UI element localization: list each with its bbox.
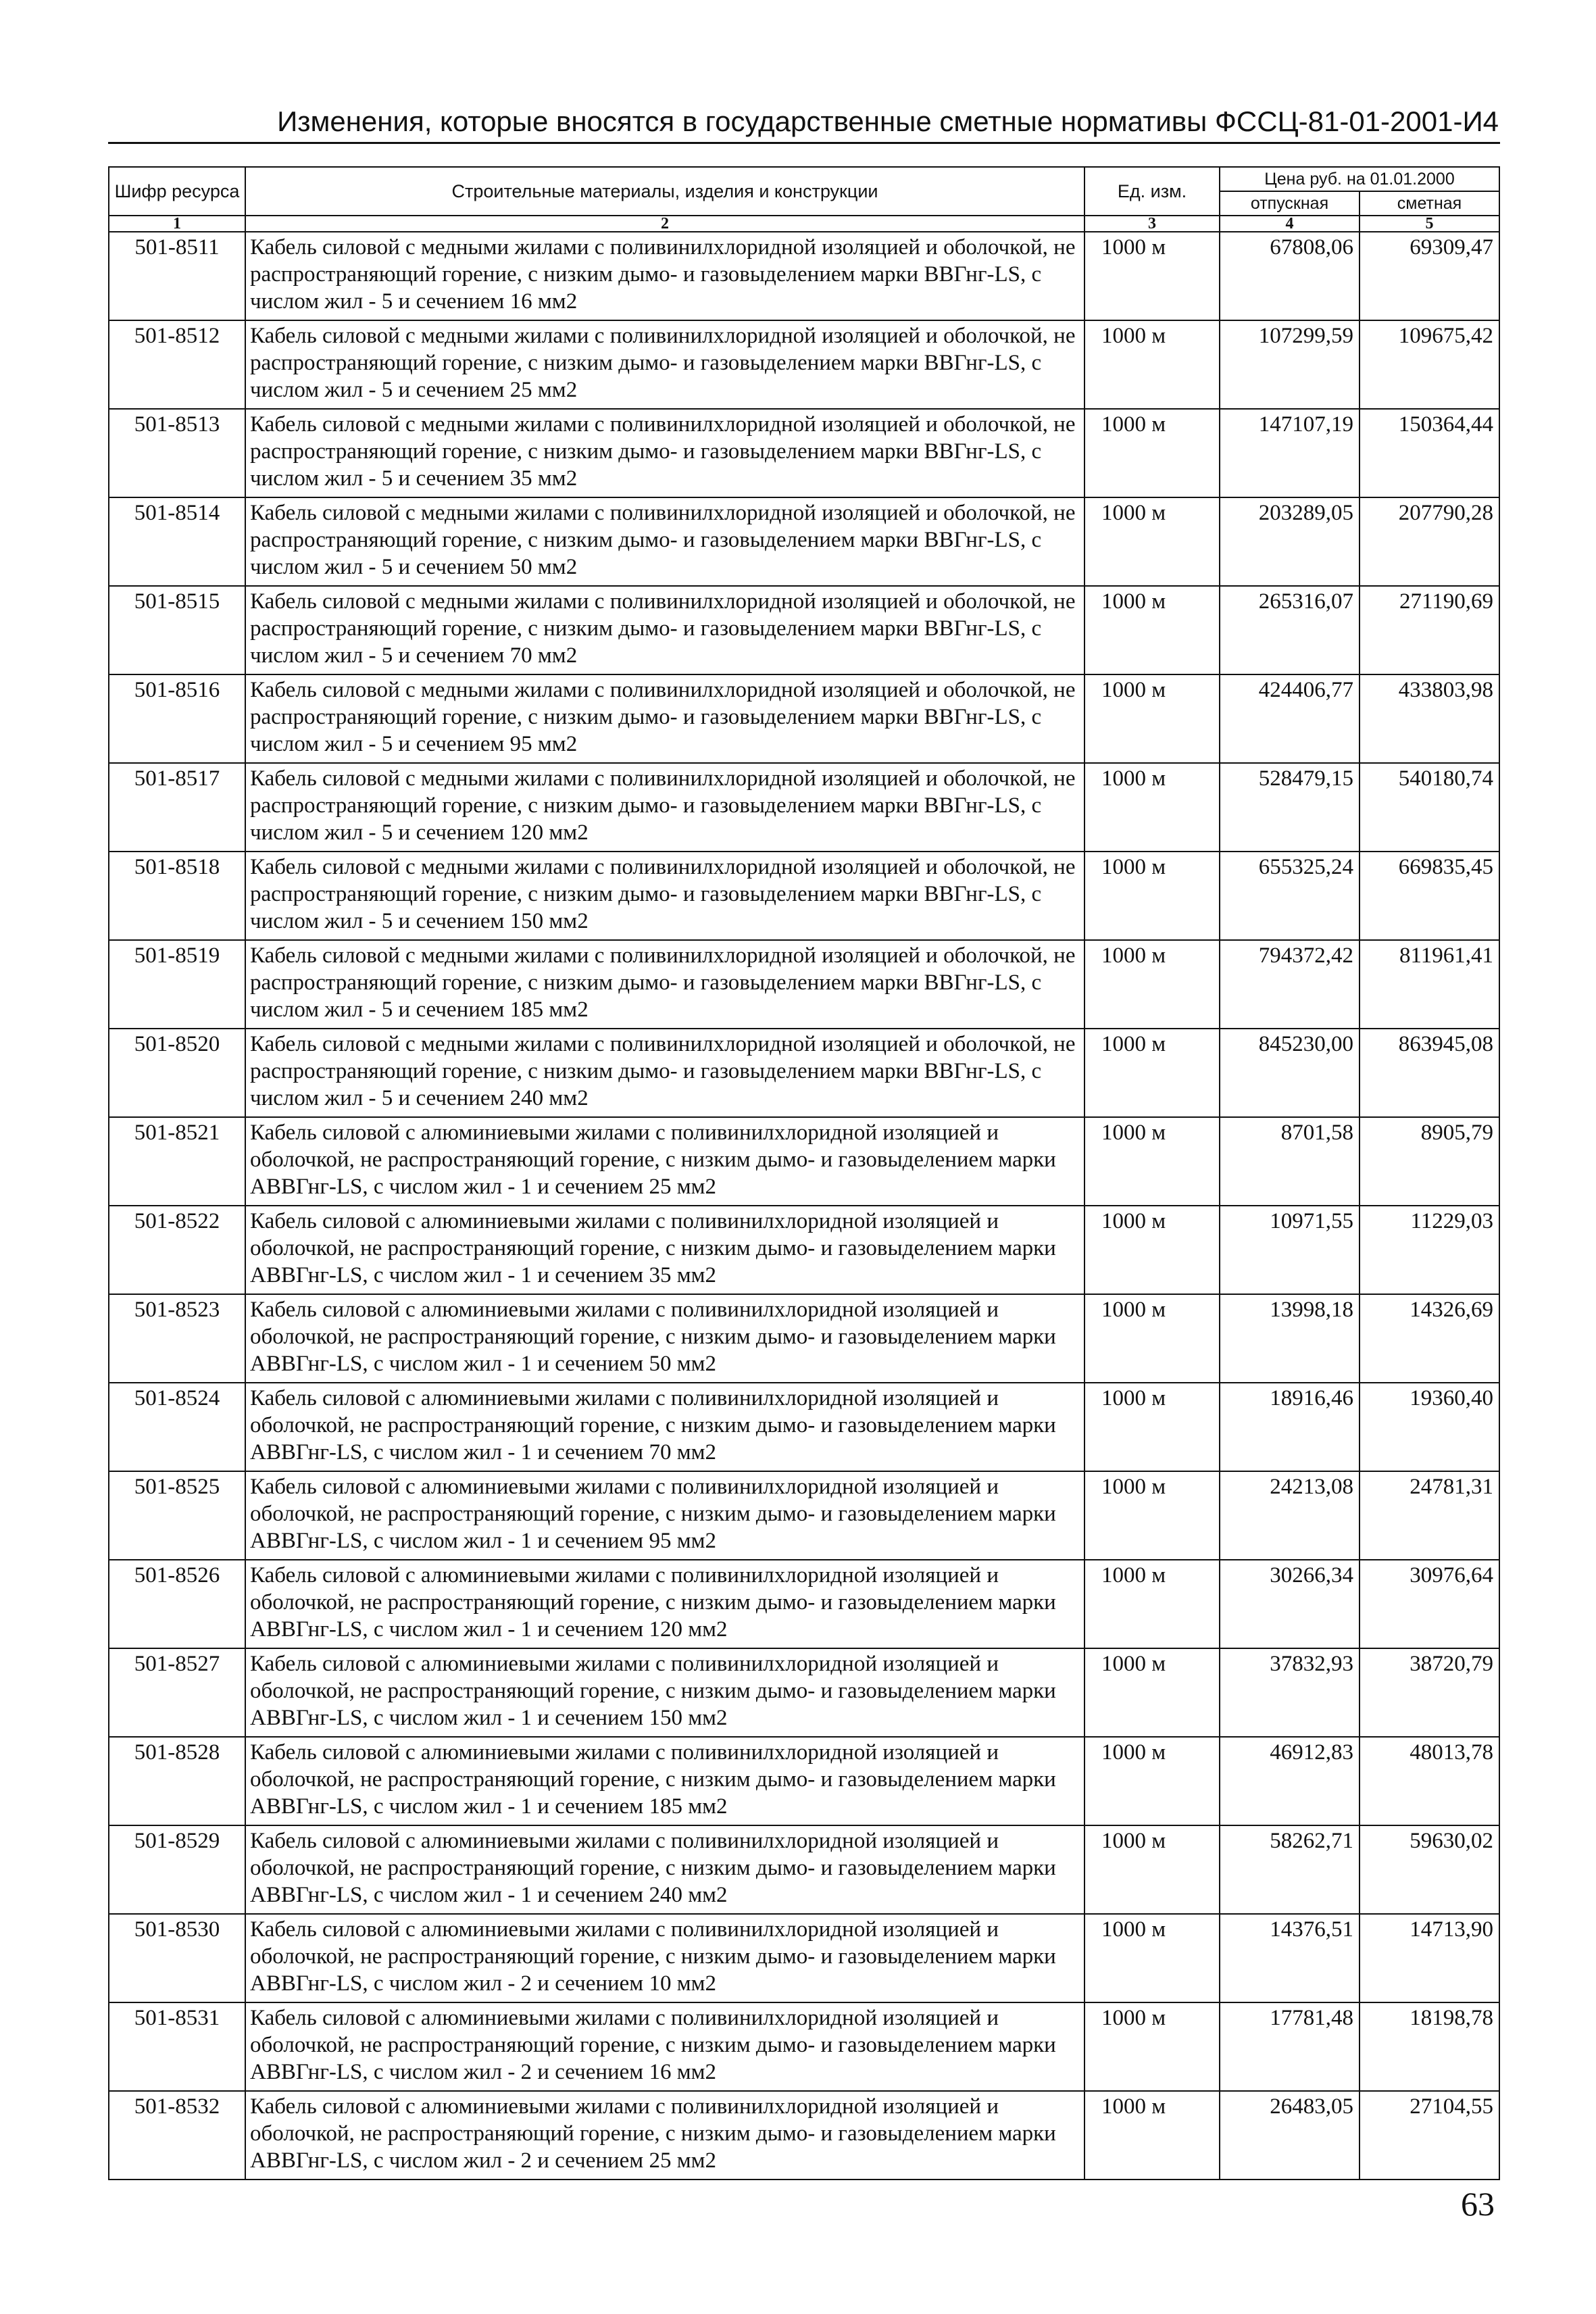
column-header-unit: Ед. изм. — [1084, 167, 1220, 216]
release-price: 17781,48 — [1220, 2002, 1360, 2091]
release-price: 8701,58 — [1220, 1117, 1360, 1206]
release-price: 794372,42 — [1220, 940, 1360, 1029]
unit-cell: 1000 м — [1084, 586, 1220, 674]
material-description: Кабель силовой с медными жилами с поливинилхлоридной изоляцией и оболочкой, не распространяющий горение, с низким дымо- и газовыделением марки ВВГнг-LS, с числом жил - 5 и сечением 35 мм2 — [245, 409, 1084, 497]
resource-code: 501-8513 — [109, 409, 245, 497]
table-row — [109, 1825, 1499, 1914]
material-description: Кабель силовой с алюминиевыми жилами с поливинилхлоридной изоляцией и оболочкой, не распространяющий горение, с низким дымо- и газовыделением марки АВВГнг-LS, с числом жил - 1 и сечением 120 мм2 — [245, 1560, 1084, 1648]
resource-code: 501-8522 — [109, 1206, 245, 1294]
resource-code: 501-8530 — [109, 1914, 245, 2002]
column-number: 3 — [1084, 216, 1220, 232]
resource-code: 501-8524 — [109, 1383, 245, 1471]
page-header — [108, 95, 1500, 144]
resource-code: 501-8518 — [109, 852, 245, 940]
resource-code: 501-8515 — [109, 586, 245, 674]
material-description: Кабель силовой с алюминиевыми жилами с поливинилхлоридной изоляцией и оболочкой, не распространяющий горение, с низким дымо- и газовыделением марки АВВГнг-LS, с числом жил - 1 и сечением 50 мм2 — [245, 1294, 1084, 1383]
estimate-price: 271190,69 — [1360, 586, 1499, 674]
table-row — [109, 674, 1499, 763]
unit-cell: 1000 м — [1084, 1471, 1220, 1560]
resource-code: 501-8516 — [109, 674, 245, 763]
unit-cell: 1000 м — [1084, 1029, 1220, 1117]
unit-cell: 1000 м — [1084, 320, 1220, 409]
column-number: 5 — [1360, 216, 1499, 232]
release-price: 265316,07 — [1220, 586, 1360, 674]
estimate-price: 540180,74 — [1360, 763, 1499, 852]
column-header-price-estimate: сметная — [1360, 191, 1499, 216]
estimate-price: 59630,02 — [1360, 1825, 1499, 1914]
resource-code: 501-8525 — [109, 1471, 245, 1560]
unit-cell: 1000 м — [1084, 852, 1220, 940]
estimate-price: 863945,08 — [1360, 1029, 1499, 1117]
material-description: Кабель силовой с медными жилами с поливинилхлоридной изоляцией и оболочкой, не распространяющий горение, с низким дымо- и газовыделением марки ВВГнг-LS, с числом жил - 5 и сечением 240 мм2 — [245, 1029, 1084, 1117]
release-price: 37832,93 — [1220, 1648, 1360, 1737]
table-row — [109, 1029, 1499, 1117]
estimate-price: 669835,45 — [1360, 852, 1499, 940]
resource-code: 501-8512 — [109, 320, 245, 409]
material-description: Кабель силовой с алюминиевыми жилами с поливинилхлоридной изоляцией и оболочкой, не распространяющий горение, с низким дымо- и газовыделением марки АВВГнг-LS, с числом жил - 1 и сечением 240 мм2 — [245, 1825, 1084, 1914]
estimate-price: 109675,42 — [1360, 320, 1499, 409]
release-price: 845230,00 — [1220, 1029, 1360, 1117]
material-description: Кабель силовой с медными жилами с поливинилхлоридной изоляцией и оболочкой, не распространяющий горение, с низким дымо- и газовыделением марки ВВГнг-LS, с числом жил - 5 и сечением 150 мм2 — [245, 852, 1084, 940]
material-description: Кабель силовой с медными жилами с поливинилхлоридной изоляцией и оболочкой, не распространяющий горение, с низким дымо- и газовыделением марки ВВГнг-LS, с числом жил - 5 и сечением 70 мм2 — [245, 586, 1084, 674]
estimate-price: 14713,90 — [1360, 1914, 1499, 2002]
release-price: 147107,19 — [1220, 409, 1360, 497]
table-row — [109, 1737, 1499, 1825]
table-row — [109, 232, 1499, 320]
table-row — [109, 1117, 1499, 1206]
material-description: Кабель силовой с медными жилами с поливинилхлоридной изоляцией и оболочкой, не распространяющий горение, с низким дымо- и газовыделением марки ВВГнг-LS, с числом жил - 5 и сечением 185 мм2 — [245, 940, 1084, 1029]
estimate-price: 207790,28 — [1360, 497, 1499, 586]
column-number: 2 — [245, 216, 1084, 232]
release-price: 203289,05 — [1220, 497, 1360, 586]
unit-cell: 1000 м — [1084, 674, 1220, 763]
estimate-price: 30976,64 — [1360, 1560, 1499, 1648]
unit-cell: 1000 м — [1084, 2091, 1220, 2180]
table-row — [109, 2091, 1499, 2180]
table-row — [109, 1383, 1499, 1471]
estimate-price: 69309,47 — [1360, 232, 1499, 320]
table-row — [109, 409, 1499, 497]
unit-cell: 1000 м — [1084, 497, 1220, 586]
release-price: 30266,34 — [1220, 1560, 1360, 1648]
estimate-price: 14326,69 — [1360, 1294, 1499, 1383]
table-row — [109, 320, 1499, 409]
table-row — [109, 763, 1499, 852]
unit-cell: 1000 м — [1084, 1294, 1220, 1383]
material-description: Кабель силовой с алюминиевыми жилами с поливинилхлоридной изоляцией и оболочкой, не распространяющий горение, с низким дымо- и газовыделением марки АВВГнг-LS, с числом жил - 1 и сечением 35 мм2 — [245, 1206, 1084, 1294]
release-price: 424406,77 — [1220, 674, 1360, 763]
unit-cell: 1000 м — [1084, 232, 1220, 320]
unit-cell: 1000 м — [1084, 1206, 1220, 1294]
material-description: Кабель силовой с алюминиевыми жилами с поливинилхлоридной изоляцией и оболочкой, не распространяющий горение, с низким дымо- и газовыделением марки АВВГнг-LS, с числом жил - 2 и сечением 10 мм2 — [245, 1914, 1084, 2002]
table-row — [109, 1294, 1499, 1383]
column-number: 4 — [1220, 216, 1360, 232]
column-header-price-group: Цена руб. на 01.01.2000 — [1220, 167, 1499, 191]
resource-code: 501-8526 — [109, 1560, 245, 1648]
unit-cell: 1000 м — [1084, 1560, 1220, 1648]
unit-cell: 1000 м — [1084, 2002, 1220, 2091]
estimate-price: 18198,78 — [1360, 2002, 1499, 2091]
table-row — [109, 852, 1499, 940]
release-price: 18916,46 — [1220, 1383, 1360, 1471]
table-row — [109, 1471, 1499, 1560]
resource-code: 501-8521 — [109, 1117, 245, 1206]
material-description: Кабель силовой с медными жилами с поливинилхлоридной изоляцией и оболочкой, не распространяющий горение, с низким дымо- и газовыделением марки ВВГнг-LS, с числом жил - 5 и сечением 95 мм2 — [245, 674, 1084, 763]
material-description: Кабель силовой с алюминиевыми жилами с поливинилхлоридной изоляцией и оболочкой, не распространяющий горение, с низким дымо- и газовыделением марки АВВГнг-LS, с числом жил - 1 и сечением 150 мм2 — [245, 1648, 1084, 1737]
release-price: 24213,08 — [1220, 1471, 1360, 1560]
unit-cell: 1000 м — [1084, 1117, 1220, 1206]
unit-cell: 1000 м — [1084, 763, 1220, 852]
release-price: 67808,06 — [1220, 232, 1360, 320]
table-row — [109, 2002, 1499, 2091]
release-price: 528479,15 — [1220, 763, 1360, 852]
unit-cell: 1000 м — [1084, 1914, 1220, 2002]
material-description: Кабель силовой с алюминиевыми жилами с поливинилхлоридной изоляцией и оболочкой, не распространяющий горение, с низким дымо- и газовыделением марки АВВГнг-LS, с числом жил - 1 и сечением 185 мм2 — [245, 1737, 1084, 1825]
estimate-price: 24781,31 — [1360, 1471, 1499, 1560]
unit-cell: 1000 м — [1084, 1383, 1220, 1471]
table-row — [109, 1648, 1499, 1737]
estimate-price: 27104,55 — [1360, 2091, 1499, 2180]
material-description: Кабель силовой с медными жилами с поливинилхлоридной изоляцией и оболочкой, не распространяющий горение, с низким дымо- и газовыделением марки ВВГнг-LS, с числом жил - 5 и сечением 50 мм2 — [245, 497, 1084, 586]
material-description: Кабель силовой с алюминиевыми жилами с поливинилхлоридной изоляцией и оболочкой, не распространяющий горение, с низким дымо- и газовыделением марки АВВГнг-LS, с числом жил - 2 и сечением 25 мм2 — [245, 2091, 1084, 2180]
resource-code: 501-8531 — [109, 2002, 245, 2091]
release-price: 46912,83 — [1220, 1737, 1360, 1825]
column-header-name: Строительные материалы, изделия и конструкции — [245, 167, 1084, 216]
release-price: 13998,18 — [1220, 1294, 1360, 1383]
resource-code: 501-8520 — [109, 1029, 245, 1117]
unit-cell: 1000 м — [1084, 1825, 1220, 1914]
table-row — [109, 1914, 1499, 2002]
material-description: Кабель силовой с медными жилами с поливинилхлоридной изоляцией и оболочкой, не распространяющий горение, с низким дымо- и газовыделением марки ВВГнг-LS, с числом жил - 5 и сечением 120 мм2 — [245, 763, 1084, 852]
release-price: 14376,51 — [1220, 1914, 1360, 2002]
estimate-price: 811961,41 — [1360, 940, 1499, 1029]
resource-code: 501-8528 — [109, 1737, 245, 1825]
column-header-code: Шифр ресурса — [109, 167, 245, 216]
material-description: Кабель силовой с медными жилами с поливинилхлоридной изоляцией и оболочкой, не распространяющий горение, с низким дымо- и газовыделением марки ВВГнг-LS, с числом жил - 5 и сечением 16 мм2 — [245, 232, 1084, 320]
resource-code: 501-8523 — [109, 1294, 245, 1383]
release-price: 10971,55 — [1220, 1206, 1360, 1294]
material-description: Кабель силовой с алюминиевыми жилами с поливинилхлоридной изоляцией и оболочкой, не распространяющий горение, с низким дымо- и газовыделением марки АВВГнг-LS, с числом жил - 2 и сечением 16 мм2 — [245, 2002, 1084, 2091]
estimate-price: 433803,98 — [1360, 674, 1499, 763]
estimate-price: 150364,44 — [1360, 409, 1499, 497]
release-price: 107299,59 — [1220, 320, 1360, 409]
page-header-title: Изменения, которые вносятся в государственные сметные нормативы ФССЦ-81-01-2001-И4 — [277, 105, 1499, 137]
resource-code: 501-8529 — [109, 1825, 245, 1914]
table-row — [109, 497, 1499, 586]
material-description: Кабель силовой с алюминиевыми жилами с поливинилхлоридной изоляцией и оболочкой, не распространяющий горение, с низким дымо- и газовыделением марки АВВГнг-LS, с числом жил - 1 и сечением 25 мм2 — [245, 1117, 1084, 1206]
estimate-price: 11229,03 — [1360, 1206, 1499, 1294]
resource-code: 501-8517 — [109, 763, 245, 852]
column-header-price-release: отпускная — [1220, 191, 1360, 216]
table-row — [109, 1560, 1499, 1648]
material-description: Кабель силовой с алюминиевыми жилами с поливинилхлоридной изоляцией и оболочкой, не распространяющий горение, с низким дымо- и газовыделением марки АВВГнг-LS, с числом жил - 1 и сечением 95 мм2 — [245, 1471, 1084, 1560]
release-price: 26483,05 — [1220, 2091, 1360, 2180]
unit-cell: 1000 м — [1084, 409, 1220, 497]
release-price: 58262,71 — [1220, 1825, 1360, 1914]
table-row — [109, 1206, 1499, 1294]
estimate-price: 8905,79 — [1360, 1117, 1499, 1206]
material-description: Кабель силовой с медными жилами с поливинилхлоридной изоляцией и оболочкой, не распространяющий горение, с низким дымо- и газовыделением марки ВВГнг-LS, с числом жил - 5 и сечением 25 мм2 — [245, 320, 1084, 409]
material-description: Кабель силовой с алюминиевыми жилами с поливинилхлоридной изоляцией и оболочкой, не распространяющий горение, с низким дымо- и газовыделением марки АВВГнг-LS, с числом жил - 1 и сечением 70 мм2 — [245, 1383, 1084, 1471]
unit-cell: 1000 м — [1084, 1648, 1220, 1737]
column-number: 1 — [109, 216, 245, 232]
resource-code: 501-8519 — [109, 940, 245, 1029]
prices-table — [108, 166, 1500, 2180]
resource-code: 501-8514 — [109, 497, 245, 586]
unit-cell: 1000 м — [1084, 1737, 1220, 1825]
estimate-price: 38720,79 — [1360, 1648, 1499, 1737]
unit-cell: 1000 м — [1084, 940, 1220, 1029]
table-row — [109, 586, 1499, 674]
page-number: 63 — [1461, 2185, 1495, 2223]
resource-code: 501-8532 — [109, 2091, 245, 2180]
estimate-price: 48013,78 — [1360, 1737, 1499, 1825]
resource-code: 501-8527 — [109, 1648, 245, 1737]
table-row — [109, 940, 1499, 1029]
table-body — [109, 232, 1499, 2180]
table-header — [109, 167, 1499, 232]
estimate-price: 19360,40 — [1360, 1383, 1499, 1471]
release-price: 655325,24 — [1220, 852, 1360, 940]
resource-code: 501-8511 — [109, 232, 245, 320]
